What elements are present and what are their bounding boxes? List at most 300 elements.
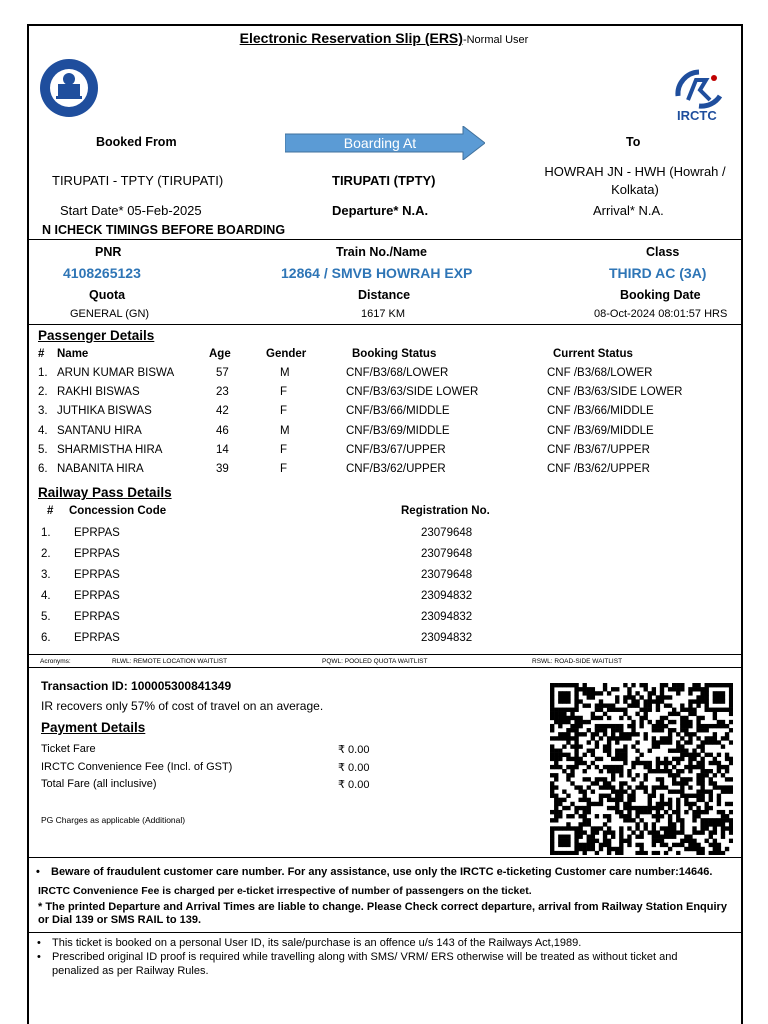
qr-module (676, 814, 680, 818)
qr-module (672, 789, 676, 793)
qr-module (607, 806, 611, 810)
qr-module (558, 765, 562, 769)
qr-module (615, 708, 619, 712)
qr-module (660, 724, 664, 728)
qr-module (599, 699, 603, 703)
qr-module (566, 728, 570, 732)
qr-module (688, 732, 692, 736)
qr-module (550, 753, 554, 757)
qr-module (717, 683, 721, 687)
travel-class: THIRD AC (3A) (609, 265, 707, 281)
qr-module (566, 835, 570, 839)
passenger-age: 42 (216, 405, 229, 417)
qr-module (570, 765, 574, 769)
to-station-line2: Kolkata) (611, 182, 659, 197)
qr-module (570, 814, 574, 818)
qr-module (566, 794, 570, 798)
train-name: 12864 / SMVB HOWRAH EXP (281, 265, 473, 281)
col-header-number: # (38, 348, 45, 360)
qr-module (688, 777, 692, 781)
qr-module (680, 781, 684, 785)
qr-module (692, 732, 696, 736)
qr-module (562, 843, 566, 847)
qr-module (611, 773, 615, 777)
qr-module (680, 724, 684, 728)
qr-module (599, 847, 603, 851)
qr-module (660, 826, 664, 830)
qr-module (635, 785, 639, 789)
qr-module (713, 699, 717, 703)
qr-module (684, 777, 688, 781)
qr-module (705, 736, 709, 740)
qr-module (644, 736, 648, 740)
qr-module (595, 814, 599, 818)
qr-module (623, 757, 627, 761)
qr-module (709, 798, 713, 802)
qr-module (668, 814, 672, 818)
qr-module (558, 798, 562, 802)
qr-module (644, 708, 648, 712)
qr-module (656, 720, 660, 724)
qr-module (570, 781, 574, 785)
qr-module (550, 757, 554, 761)
qr-module (668, 830, 672, 834)
qr-module (583, 806, 587, 810)
qr-module (627, 724, 631, 728)
convenience-fee-label: IRCTC Convenience Fee (Incl. of GST) (41, 761, 233, 773)
qr-module (700, 769, 704, 773)
qr-module (619, 794, 623, 798)
qr-module (639, 818, 643, 822)
qr-module (660, 781, 664, 785)
qr-module (696, 798, 700, 802)
passenger-number: 4. (38, 425, 48, 437)
qr-module (721, 818, 725, 822)
qr-module (717, 695, 721, 699)
qr-module (619, 724, 623, 728)
qr-module (554, 773, 558, 777)
qr-module (700, 761, 704, 765)
qr-module (615, 728, 619, 732)
qr-module (574, 716, 578, 720)
qr-module (684, 708, 688, 712)
qr-module (700, 757, 704, 761)
qr-module (619, 716, 623, 720)
qr-module (656, 695, 660, 699)
qr-module (574, 835, 578, 839)
qr-module (700, 773, 704, 777)
qr-module (705, 822, 709, 826)
qr-module (729, 802, 733, 806)
qr-module (583, 814, 587, 818)
pass-concession-code: EPRPAS (74, 527, 120, 539)
qr-module (684, 716, 688, 720)
qr-module (603, 822, 607, 826)
qr-module (583, 794, 587, 798)
qr-module (713, 757, 717, 761)
passenger-gender: F (280, 386, 288, 398)
qr-module (705, 753, 709, 757)
qr-module (676, 773, 680, 777)
qr-module (696, 724, 700, 728)
qr-module (603, 814, 607, 818)
qr-module (688, 761, 692, 765)
qr-module (721, 822, 725, 826)
qr-module (729, 757, 733, 761)
qr-module (615, 847, 619, 851)
qr-module (713, 683, 717, 687)
qr-module (684, 728, 688, 732)
qr-module (713, 691, 717, 695)
qr-module (558, 720, 562, 724)
qr-module (562, 789, 566, 793)
qr-module (688, 691, 692, 695)
qr-module (566, 691, 570, 695)
qr-module (603, 830, 607, 834)
qr-module (721, 695, 725, 699)
qr-module (656, 802, 660, 806)
qr-module (607, 794, 611, 798)
qr-module (688, 740, 692, 744)
passenger-booking-status: CNF/B3/66/MIDDLE (346, 405, 450, 417)
qr-module (627, 773, 631, 777)
qr-module (709, 777, 713, 781)
qr-module (721, 826, 725, 830)
passenger-gender: M (280, 425, 290, 437)
qr-module (631, 728, 635, 732)
qr-module (562, 736, 566, 740)
qr-module (656, 703, 660, 707)
qr-module (603, 703, 607, 707)
qr-module (578, 847, 582, 851)
qr-module (709, 781, 713, 785)
qr-module (631, 761, 635, 765)
qr-module (611, 798, 615, 802)
qr-module (550, 781, 554, 785)
qr-module (705, 789, 709, 793)
pass-col-header-registration: Registration No. (401, 505, 490, 517)
qr-module (729, 818, 733, 822)
qr-module (607, 851, 611, 855)
qr-module (721, 720, 725, 724)
qr-module (603, 728, 607, 732)
qr-module (644, 716, 648, 720)
col-header-gender: Gender (266, 348, 307, 360)
qr-module (623, 732, 627, 736)
qr-module (705, 773, 709, 777)
qr-module (705, 683, 709, 687)
transaction-id: Transaction ID: 100005300841349 (41, 679, 232, 693)
qr-module (725, 765, 729, 769)
qr-module (587, 822, 591, 826)
qr-module (721, 835, 725, 839)
qr-module (713, 822, 717, 826)
qr-module (603, 744, 607, 748)
passenger-current-status: CNF /B3/66/MIDDLE (547, 405, 654, 417)
qr-module (635, 806, 639, 810)
qr-module (656, 708, 660, 712)
qr-module (656, 785, 660, 789)
qr-module (688, 769, 692, 773)
qr-module (713, 712, 717, 716)
qr-module (554, 765, 558, 769)
qr-module (583, 732, 587, 736)
qr-module (696, 830, 700, 834)
qr-module (550, 683, 554, 687)
qr-module (725, 814, 729, 818)
irctc-logo-text: IRCTC (677, 108, 717, 123)
qr-module (587, 765, 591, 769)
qr-module (725, 757, 729, 761)
qr-module (558, 753, 562, 757)
qr-module (639, 720, 643, 724)
qr-module (648, 749, 652, 753)
qr-module (660, 814, 664, 818)
qr-module (713, 732, 717, 736)
start-date: Start Date* 05-Feb-2025 (60, 203, 202, 218)
passenger-age: 14 (216, 444, 229, 456)
qr-module (550, 789, 554, 793)
qr-module (607, 818, 611, 822)
acronym-rswl: RSWL: ROAD-SIDE WAITLIST (532, 658, 623, 665)
qr-module (623, 753, 627, 757)
qr-module (570, 773, 574, 777)
qr-module (562, 835, 566, 839)
qr-module (607, 740, 611, 744)
qr-module (583, 822, 587, 826)
qr-module (713, 761, 717, 765)
qr-module (623, 818, 627, 822)
qr-module (729, 712, 733, 716)
qr-module (554, 826, 558, 830)
qr-module (550, 744, 554, 748)
qr-module (639, 695, 643, 699)
qr-module (652, 814, 656, 818)
qr-module (672, 835, 676, 839)
qr-module (570, 724, 574, 728)
passenger-number: 3. (38, 405, 48, 417)
qr-module (562, 744, 566, 748)
qr-module (623, 744, 627, 748)
qr-module (729, 687, 733, 691)
qr-module (595, 777, 599, 781)
qr-module (587, 818, 591, 822)
qr-module (709, 736, 713, 740)
qr-module (587, 695, 591, 699)
pass-row-number: 6. (41, 632, 51, 644)
qr-module (684, 810, 688, 814)
qr-module (607, 765, 611, 769)
qr-module (623, 814, 627, 818)
qr-module (591, 712, 595, 716)
qr-module (692, 826, 696, 830)
rule-id-proof-line2: penalized as per Railway Rules. (52, 965, 209, 977)
qr-module (595, 830, 599, 834)
passenger-current-status: CNF /B3/62/UPPER (547, 463, 650, 475)
qr-module (721, 785, 725, 789)
qr-module (570, 683, 574, 687)
qr-module (607, 708, 611, 712)
qr-module (550, 818, 554, 822)
qr-module (574, 847, 578, 851)
qr-module (705, 826, 709, 830)
qr-module (639, 781, 643, 785)
qr-module (595, 744, 599, 748)
qr-module (607, 781, 611, 785)
qr-module (676, 757, 680, 761)
qr-module (627, 794, 631, 798)
qr-module (700, 740, 704, 744)
col-header-name: Name (57, 348, 89, 360)
qr-module (700, 785, 704, 789)
qr-module (644, 712, 648, 716)
qr-module (627, 806, 631, 810)
qr-module (700, 749, 704, 753)
to-station-line1: HOWRAH JN - HWH (Howrah / (544, 164, 726, 179)
qr-module (591, 826, 595, 830)
qr-module (558, 851, 562, 855)
qr-module (599, 703, 603, 707)
qr-module (729, 708, 733, 712)
ers-title: Electronic Reservation Slip (ERS) (239, 30, 463, 46)
qr-module (583, 810, 587, 814)
qr-module (607, 716, 611, 720)
qr-module (664, 740, 668, 744)
qr-module (648, 699, 652, 703)
qr-module (688, 794, 692, 798)
qr-module (587, 749, 591, 753)
qr-module (607, 744, 611, 748)
qr-module (615, 769, 619, 773)
payment-details-heading: Payment Details (41, 720, 146, 735)
qr-module (574, 839, 578, 843)
qr-module (607, 691, 611, 695)
pass-registration-no: 23094832 (421, 611, 473, 623)
qr-module (700, 687, 704, 691)
qr-module (680, 687, 684, 691)
qr-module (664, 703, 668, 707)
qr-module (684, 724, 688, 728)
qr-module (680, 785, 684, 789)
qr-module (603, 712, 607, 716)
qr-module (631, 720, 635, 724)
qr-module (676, 851, 680, 855)
qr-module (635, 773, 639, 777)
qr-module (656, 806, 660, 810)
qr-module (554, 720, 558, 724)
qr-module (656, 699, 660, 703)
qr-module (639, 708, 643, 712)
qr-module (587, 740, 591, 744)
qr-module (591, 843, 595, 847)
pass-concession-code: EPRPAS (74, 569, 120, 581)
qr-module (696, 773, 700, 777)
qr-module (574, 683, 578, 687)
qr-module (709, 830, 713, 834)
qr-module (688, 687, 692, 691)
qr-module (619, 847, 623, 851)
qr-module (619, 830, 623, 834)
qr-module (656, 724, 660, 728)
qr-module (635, 749, 639, 753)
qr-module (627, 687, 631, 691)
qr-module (729, 720, 733, 724)
qr-module (619, 757, 623, 761)
quota-label: Quota (89, 288, 126, 302)
qr-module (692, 839, 696, 843)
qr-module (676, 781, 680, 785)
qr-module (631, 732, 635, 736)
qr-module (603, 843, 607, 847)
qr-module (696, 781, 700, 785)
qr-module (635, 712, 639, 716)
qr-module (696, 720, 700, 724)
qr-module (668, 773, 672, 777)
to-label: To (626, 135, 641, 149)
qr-module (574, 757, 578, 761)
qr-module (639, 830, 643, 834)
qr-module (631, 794, 635, 798)
qr-module (705, 806, 709, 810)
qr-module (570, 802, 574, 806)
qr-module (623, 781, 627, 785)
qr-module (562, 695, 566, 699)
qr-module (550, 703, 554, 707)
qr-module (700, 744, 704, 748)
qr-module (607, 839, 611, 843)
qr-module (680, 720, 684, 724)
qr-module (696, 843, 700, 847)
qr-module (656, 839, 660, 843)
qr-module (570, 712, 574, 716)
qr-module (700, 822, 704, 826)
col-header-booking-status: Booking Status (352, 348, 437, 360)
qr-module (725, 777, 729, 781)
qr-module (595, 703, 599, 707)
passenger-booking-status: CNF/B3/67/UPPER (346, 444, 446, 456)
qr-module (591, 835, 595, 839)
rule-personal-id: This ticket is booked on a personal User ID, its sale/purchase is an offence u/s 143 of the Railways Act,1989. (52, 937, 582, 949)
qr-module (558, 695, 562, 699)
qr-module (591, 732, 595, 736)
qr-module (668, 695, 672, 699)
qr-module (660, 802, 664, 806)
qr-module (705, 687, 709, 691)
booking-date-value: 08-Oct-2024 08:01:57 HRS (594, 308, 728, 320)
qr-module (611, 757, 615, 761)
qr-module (721, 789, 725, 793)
qr-module (668, 818, 672, 822)
qr-module (611, 732, 615, 736)
qr-module (615, 802, 619, 806)
qr-module (721, 765, 725, 769)
qr-module (619, 765, 623, 769)
qr-module (713, 847, 717, 851)
qr-module (668, 826, 672, 830)
qr-module (696, 703, 700, 707)
qr-module (680, 736, 684, 740)
boarding-at-label: Boarding At (343, 135, 417, 151)
qr-module (639, 785, 643, 789)
qr-module (607, 703, 611, 707)
qr-module (587, 777, 591, 781)
qr-module (664, 716, 668, 720)
qr-module (713, 843, 717, 847)
qr-module (717, 769, 721, 773)
pass-concession-code: EPRPAS (74, 548, 120, 560)
qr-module (591, 736, 595, 740)
qr-module (656, 728, 660, 732)
